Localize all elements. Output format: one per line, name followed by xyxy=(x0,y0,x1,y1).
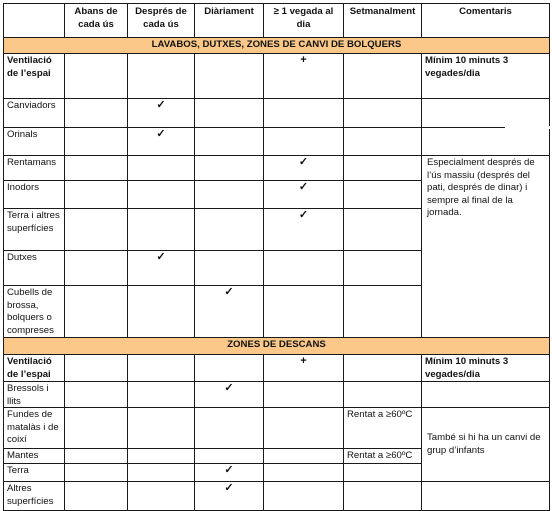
grid-line xyxy=(64,354,65,511)
column-header: Després de cada ús xyxy=(135,6,187,30)
row-label: Fundes de matalàs i de coixí xyxy=(7,409,59,446)
check-mark: ✓ xyxy=(224,286,234,298)
schedule-cell xyxy=(64,448,127,463)
grid-line xyxy=(3,3,550,4)
schedule-cell xyxy=(64,285,127,337)
schedule-cell xyxy=(343,155,421,180)
schedule-cell xyxy=(194,354,263,381)
grid-line xyxy=(3,463,422,464)
check-mark: ✓ xyxy=(298,181,309,193)
comment-cell xyxy=(421,481,549,510)
grid-line xyxy=(3,180,422,181)
schedule-cell xyxy=(194,155,263,180)
grid-line xyxy=(263,3,264,38)
schedule-cell xyxy=(343,98,421,127)
schedule-cell xyxy=(263,463,343,481)
schedule-cell xyxy=(64,208,127,250)
grid-line xyxy=(194,3,195,38)
grid-line xyxy=(343,354,344,511)
schedule-cell xyxy=(64,407,127,448)
comment-cell xyxy=(421,98,549,127)
schedule-cell xyxy=(127,208,194,250)
grid-line xyxy=(127,354,128,511)
schedule-cell xyxy=(343,381,421,407)
check-mark: ✓ xyxy=(224,382,234,394)
grid-line xyxy=(3,208,422,209)
schedule-cell xyxy=(343,208,421,250)
grid-line xyxy=(194,354,195,511)
schedule-cell xyxy=(194,448,263,463)
grid-line xyxy=(549,3,550,38)
grid-line xyxy=(549,53,550,338)
check-mark: ✓ xyxy=(298,156,309,168)
grid-line xyxy=(3,337,550,338)
schedule-cell xyxy=(127,155,194,180)
schedule-cell xyxy=(263,285,343,337)
grid-line xyxy=(3,448,422,449)
schedule-cell xyxy=(263,407,343,448)
grid-line xyxy=(549,337,550,355)
schedule-cell xyxy=(64,53,127,98)
grid-line xyxy=(343,53,344,338)
check-mark: ✓ xyxy=(224,464,234,476)
comment-cell xyxy=(421,381,549,407)
border-gap xyxy=(505,126,552,129)
grid-line xyxy=(343,3,344,38)
grid-line xyxy=(263,354,264,511)
grid-line xyxy=(549,354,550,511)
grid-line xyxy=(127,3,128,38)
section-title: LAVABOS, DUTXES, ZONES DE CANVI DE BOLQUERS xyxy=(3,37,549,53)
schedule-cell xyxy=(127,285,194,337)
grid-line xyxy=(3,481,550,482)
grid-line xyxy=(3,510,550,511)
grid-line xyxy=(3,337,4,355)
grid-line xyxy=(3,285,422,286)
schedule-cell xyxy=(64,354,127,381)
row-label: Altres superfícies xyxy=(7,483,54,507)
schedule-cell xyxy=(64,463,127,481)
grid-line xyxy=(3,53,550,54)
grid-line xyxy=(3,250,422,251)
schedule-cell xyxy=(127,381,194,407)
column-header xyxy=(3,3,64,37)
schedule-cell xyxy=(127,481,194,510)
schedule-cell xyxy=(263,481,343,510)
grid-line xyxy=(263,53,264,338)
section-title: ZONES DE DESCANS xyxy=(3,337,549,354)
schedule-cell xyxy=(127,180,194,208)
schedule-cell xyxy=(194,98,263,127)
schedule-cell xyxy=(127,448,194,463)
row-label: Inodors xyxy=(7,182,39,193)
schedule-cell xyxy=(343,127,421,155)
schedule-cell xyxy=(343,180,421,208)
schedule-cell xyxy=(194,53,263,98)
schedule-cell xyxy=(194,407,263,448)
schedule-cell: Rentat a ≥60ºC xyxy=(347,450,413,461)
schedule-cell xyxy=(64,127,127,155)
row-label: Cubells de brossa, bolquers o compreses xyxy=(7,287,54,336)
grid-line xyxy=(3,37,550,38)
grid-line xyxy=(421,3,422,38)
row-label: Mantes xyxy=(7,450,39,461)
row-label: Terra i altres superfícies xyxy=(7,210,60,234)
grid-line xyxy=(64,53,65,338)
row-label: Bressols i llits xyxy=(7,383,49,407)
schedule-cell xyxy=(64,250,127,285)
check-mark: ✓ xyxy=(298,209,309,221)
schedule-cell xyxy=(64,381,127,407)
grid-line xyxy=(3,98,550,99)
schedule-cell xyxy=(64,155,127,180)
grid-line xyxy=(3,407,550,408)
schedule-cell xyxy=(194,208,263,250)
comment-cell: Mínim 10 minuts 3 vegades/dia xyxy=(425,55,509,79)
comment-cell: Mínim 10 minuts 3 vegades/dia xyxy=(425,356,509,380)
grid-line xyxy=(3,37,4,54)
schedule-cell xyxy=(194,180,263,208)
schedule-cell xyxy=(263,448,343,463)
schedule-cell xyxy=(343,285,421,337)
check-mark: ✓ xyxy=(156,99,166,111)
merged-comment: Especialment després de l’ús massiu (després del pati, després de dinar) i sempre al final de la jornada. xyxy=(427,157,535,219)
schedule-cell xyxy=(263,381,343,407)
schedule-cell xyxy=(263,98,343,127)
grid-line xyxy=(549,37,550,54)
grid-line xyxy=(127,53,128,338)
schedule-cell xyxy=(64,180,127,208)
schedule-cell xyxy=(343,354,421,381)
schedule-cell xyxy=(127,407,194,448)
plus-mark: + xyxy=(300,54,307,66)
grid-line xyxy=(3,354,4,511)
column-header: Comentaris xyxy=(459,6,512,17)
column-header: Diàriament xyxy=(204,6,254,17)
grid-line xyxy=(421,53,422,338)
schedule-cell xyxy=(343,463,421,481)
grid-line xyxy=(3,381,550,382)
schedule-cell xyxy=(194,250,263,285)
plus-mark: + xyxy=(300,355,307,367)
check-mark: ✓ xyxy=(224,482,234,494)
schedule-cell xyxy=(343,53,421,98)
comment-cell xyxy=(421,127,549,155)
schedule-cell xyxy=(194,127,263,155)
schedule-cell xyxy=(64,481,127,510)
schedule-cell xyxy=(127,354,194,381)
grid-line xyxy=(3,354,550,355)
schedule-cell xyxy=(343,481,421,510)
row-label: Dutxes xyxy=(7,252,37,263)
row-label: Rentamans xyxy=(7,157,57,168)
grid-line xyxy=(3,155,550,156)
grid-line xyxy=(3,53,4,338)
merged-comment: També si hi ha un canvi de grup d’infants xyxy=(427,432,541,456)
schedule-cell: Rentat a ≥60ºC xyxy=(347,409,413,420)
schedule-cell xyxy=(263,127,343,155)
schedule-cell xyxy=(263,250,343,285)
grid-line xyxy=(194,53,195,338)
schedule-cell xyxy=(64,98,127,127)
grid-line xyxy=(421,354,422,511)
grid-line xyxy=(3,127,550,128)
grid-line xyxy=(3,3,4,38)
check-mark: ✓ xyxy=(156,251,166,263)
column-header: Abans de cada ús xyxy=(74,6,118,30)
row-label: Canviadors xyxy=(7,100,56,111)
schedule-cell xyxy=(127,463,194,481)
grid-line xyxy=(64,3,65,38)
row-label: Terra xyxy=(7,465,29,476)
row-label: Ventilació de l’espai xyxy=(7,356,52,380)
check-mark: ✓ xyxy=(156,128,166,140)
column-header: Setmanalment xyxy=(349,6,416,17)
row-label: Orinals xyxy=(7,129,38,140)
schedule-cell xyxy=(343,250,421,285)
column-header: ≥ 1 vegada al dia xyxy=(273,6,334,30)
row-label: Ventilació de l’espai xyxy=(7,55,52,79)
schedule-cell xyxy=(127,53,194,98)
